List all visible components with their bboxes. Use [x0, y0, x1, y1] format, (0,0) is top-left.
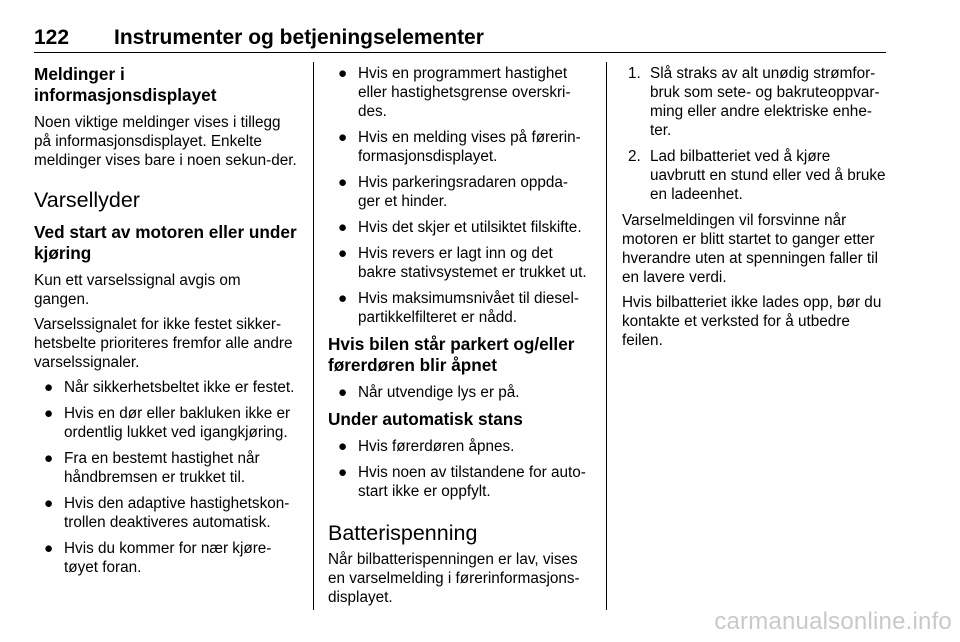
list-item: ● Hvis du kommer for nær kjøre-tøyet foran. [44, 540, 272, 576]
step-number: 2. [628, 148, 641, 165]
bullet-icon: ● [338, 219, 348, 236]
page-number: 122 [34, 26, 70, 49]
list-item: ● Når utvendige lys er på. [338, 384, 520, 401]
section-title-battery-voltage: Batterispenning [328, 521, 478, 545]
list-item: ● Når sikkerhetsbeltet ikke er festet. [44, 379, 295, 396]
list-item: ● Hvis en dør eller bakluken ikke er ordentlig lukket ved igangkjøring. [44, 405, 291, 441]
paragraph-seatbelt-priority: Varselssignalet for ikke festet sikker-hetsbelte prioriteres fremfor alle andre varselssignaler. [34, 316, 293, 371]
list-item: ● Hvis parkeringsradaren oppda-ger et hinder. [338, 174, 569, 210]
list-item: 1. Slå straks av alt unødig strømfor-bruk som sete- og bakruteoppvar-ming eller andre elektriske enhe-ter. [628, 65, 880, 139]
paragraph-info-display: Noen viktige meldinger vises i tillegg på informasjonsdisplayet. Enkelte meldinger vises bare i noen sekun-der. [34, 114, 297, 169]
bullet-icon: ● [338, 174, 348, 191]
bullet-list-parked [328, 383, 590, 402]
watermark: carmanualsonline.info [714, 608, 952, 635]
paragraph-message-disappears: Varselmeldingen vil forsvinne når motoren er blitt startet to ganger etter hverandre uten at spenningen faller til en lavere verdi. [622, 212, 878, 286]
numbered-list-battery-steps [622, 64, 888, 204]
page-header [34, 26, 886, 53]
list-item: ● Hvis det skjer et utilsiktet filskifte. [338, 219, 582, 236]
bullet-icon: ● [44, 495, 54, 512]
bullet-list-driving-conditions [328, 64, 590, 327]
list-item: ● Fra en bestemt hastighet når håndbremsen er trukket til. [44, 450, 260, 486]
heading-engine-start: Ved start av motoren eller under kjøring [34, 222, 297, 263]
list-item: ● Hvis maksimumsnivået til diesel-partikkelfilteret er nådd. [338, 290, 580, 326]
section-title-warning-chimes: Varsellyder [34, 188, 140, 212]
column-divider-2 [606, 62, 607, 610]
bullet-icon: ● [44, 379, 54, 396]
bullet-icon: ● [338, 129, 348, 146]
heading-info-display-messages: Meldinger i informasjonsdisplayet [34, 64, 217, 105]
paragraph-contact-workshop: Hvis bilbatteriet ikke lades opp, bør du kontakte et verksted for å utbedre feilen. [622, 294, 882, 349]
bullet-icon: ● [44, 450, 54, 467]
bullet-icon: ● [338, 65, 348, 82]
bullet-icon: ● [338, 290, 348, 307]
paragraph-one-signal: Kun ett varselssignal avgis om gangen. [34, 272, 241, 308]
bullet-list-engine-start [34, 378, 300, 577]
column-divider-1 [313, 62, 314, 610]
list-item: 2. Lad bilbatteriet ved å kjøre uavbrutt en stund eller ved å bruke en ladeenhet. [628, 148, 886, 203]
bullet-icon: ● [338, 438, 348, 455]
step-number: 1. [628, 65, 641, 82]
bullet-list-autostop [328, 437, 590, 501]
bullet-icon: ● [338, 384, 348, 401]
column-3 [622, 64, 888, 356]
list-item: ● Hvis revers er lagt inn og det bakre stativsystemet er trukket ut. [338, 245, 587, 281]
paragraph-battery-low: Når bilbatterispenningen er lav, vises en varselmelding i førerinformasjons-displayet. [328, 551, 580, 606]
heading-parked: Hvis bilen står parkert og/eller førerdøren blir åpnet [328, 334, 575, 375]
bullet-icon: ● [338, 245, 348, 262]
bullet-icon: ● [44, 405, 54, 422]
bullet-icon: ● [338, 464, 348, 481]
column-2 [328, 64, 590, 613]
chapter-title: Instrumenter og betjeningselementer [114, 26, 484, 49]
list-item: ● Hvis førerdøren åpnes. [338, 438, 515, 455]
list-item: ● Hvis en melding vises på førerin-formasjonsdisplayet. [338, 129, 581, 165]
list-item: ● Hvis noen av tilstandene for auto-start ikke er oppfylt. [338, 464, 586, 500]
heading-autostop: Under automatisk stans [328, 409, 523, 429]
list-item: ● Hvis den adaptive hastighetskon-trollen deaktiveres automatisk. [44, 495, 290, 531]
bullet-icon: ● [44, 540, 54, 557]
list-item: ● Hvis en programmert hastighet eller hastighetsgrense overskri-des. [338, 65, 571, 120]
column-1 [34, 64, 300, 584]
